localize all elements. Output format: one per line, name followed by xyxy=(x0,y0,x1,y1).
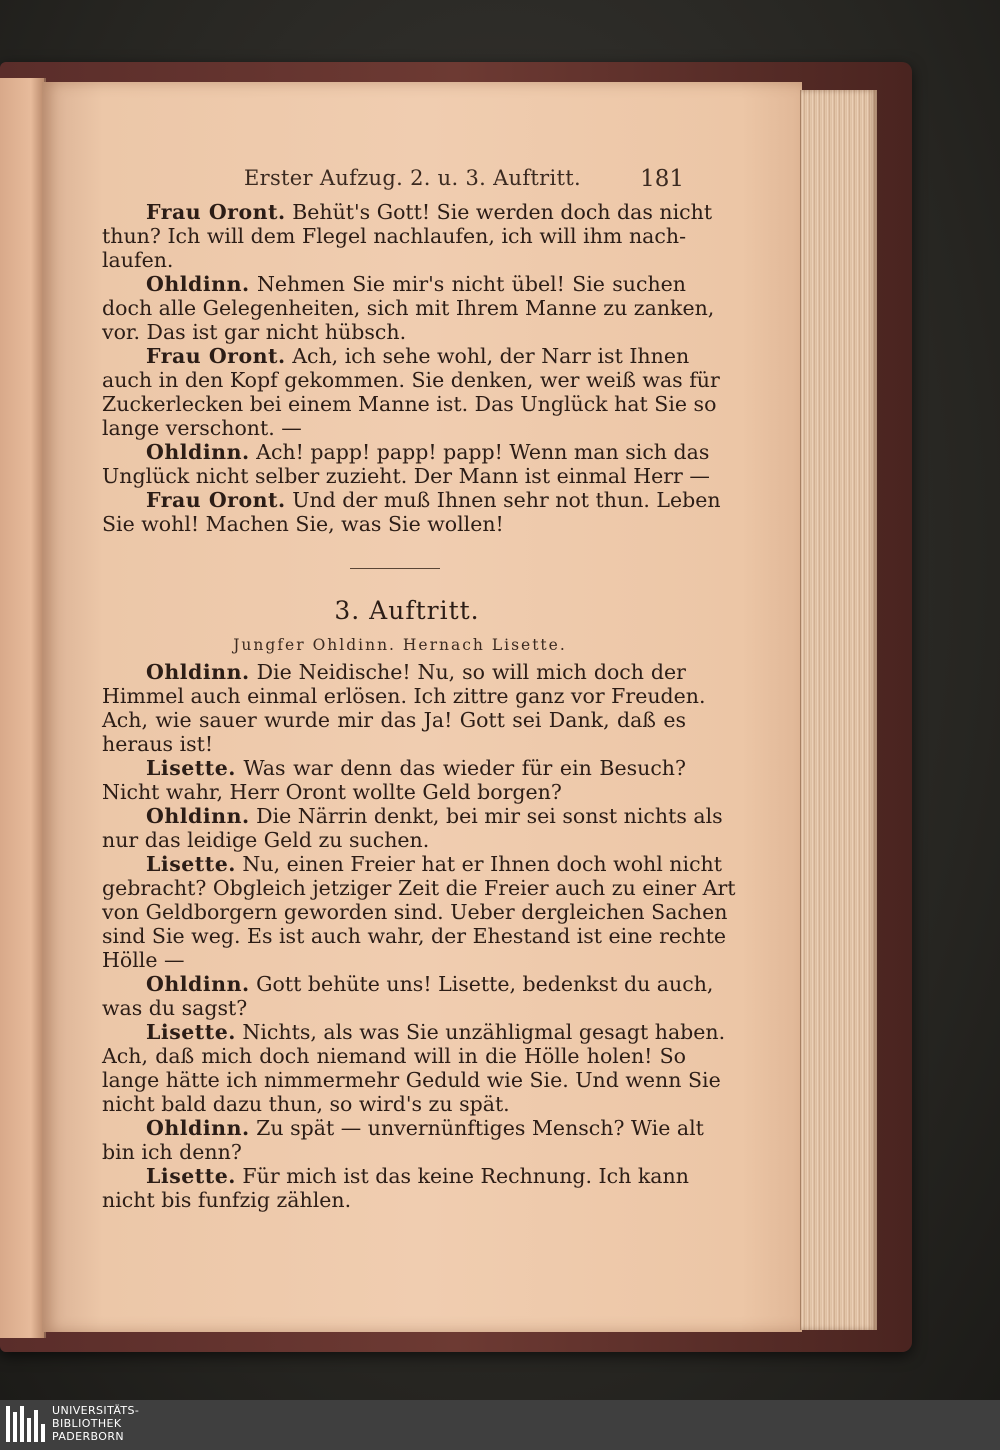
text-line xyxy=(102,248,686,272)
scene-3-text xyxy=(102,660,736,1212)
speaker-name: Frau Oront. xyxy=(146,344,286,368)
scene-3-heading: 3. Auftritt. xyxy=(334,596,480,625)
page-number: 181 xyxy=(640,166,684,192)
scene-divider xyxy=(350,568,440,569)
running-head-title: Erster Aufzug. 2. u. 3. Auftritt. xyxy=(244,166,581,190)
line-text: sind Sie weg. Es ist auch wahr, der Ehestand ist eine rechte xyxy=(102,924,727,948)
library-name-line-3: PADERBORN xyxy=(52,1430,125,1443)
speaker-name: Ohldinn. xyxy=(146,440,250,464)
text-line xyxy=(102,924,727,948)
text-line xyxy=(102,780,686,804)
text-line xyxy=(102,392,717,416)
text-line xyxy=(102,1188,686,1212)
speaker-name: Lisette. xyxy=(146,1020,236,1044)
text-line xyxy=(102,660,686,684)
text-line xyxy=(102,440,710,464)
line-text: lange hätte ich nimmermehr Geduld wie Sie. Und wenn Sie xyxy=(102,1068,721,1092)
text-line xyxy=(102,804,723,828)
text-line xyxy=(102,684,706,708)
line-text: doch alle Gelegenheiten, sich mit Ihrem Manne zu zanken, xyxy=(102,296,715,320)
library-footer xyxy=(0,1400,1000,1450)
line-text: bin ich denn? xyxy=(102,1140,242,1164)
text-line xyxy=(102,488,721,512)
line-text: auch in den Kopf gekommen. Sie denken, wer weiß was für xyxy=(102,368,720,392)
text-line xyxy=(102,1140,686,1164)
line-text: Hölle — xyxy=(102,948,185,972)
line-text: Ach, daß mich doch niemand will in die Hölle holen! So xyxy=(102,1044,686,1068)
page-edges xyxy=(800,90,877,1330)
line-text: Ach, wie sauer wurde mir das Ja! Gott sei Dank, daß es xyxy=(102,708,686,732)
line-text: Was war denn das wieder für ein Besuch? xyxy=(235,756,686,780)
line-text: laufen. xyxy=(102,248,174,272)
line-text: Für mich ist das keine Rechnung. Ich kann xyxy=(235,1164,689,1188)
text-line xyxy=(102,828,686,852)
line-text: Himmel auch einmal erlösen. Ich zittre ganz vor Freuden. xyxy=(102,684,706,708)
line-text: nur das leidige Geld zu suchen. xyxy=(102,828,430,852)
line-text: Nichts, als was Sie unzähligmal gesagt haben. xyxy=(235,1020,726,1044)
speaker-name: Ohldinn. xyxy=(146,972,250,996)
library-name-line-1: UNIVERSITÄTS- xyxy=(52,1404,140,1417)
line-text: heraus ist! xyxy=(102,732,214,756)
line-text: thun? Ich will dem Flegel nachlaufen, ich will ihm nach- xyxy=(102,224,686,248)
library-logo-icon xyxy=(4,1404,48,1446)
text-line xyxy=(102,512,686,536)
text-line xyxy=(102,996,686,1020)
text-line xyxy=(102,320,686,344)
line-text: Zuckerlecken bei einem Manne ist. Das Unglück hat Sie so xyxy=(102,392,717,416)
line-text: vor. Das ist gar nicht hübsch. xyxy=(102,320,407,344)
text-line xyxy=(102,368,720,392)
text-line xyxy=(102,972,714,996)
line-text: Nicht wahr, Herr Oront wollte Geld borgen? xyxy=(102,780,562,804)
speaker-name: Lisette. xyxy=(146,1164,236,1188)
text-line xyxy=(102,1044,686,1068)
text-line xyxy=(102,900,728,924)
speaker-name: Lisette. xyxy=(146,852,236,876)
line-text: Ach, ich sehe wohl, der Narr ist Ihnen xyxy=(285,344,690,368)
text-line xyxy=(102,876,736,900)
line-text: gebracht? Obgleich jetziger Zeit die Freier auch zu einer Art xyxy=(102,876,736,900)
line-text: nicht bis funfzig zählen. xyxy=(102,1188,352,1212)
line-text: nicht bald dazu thun, so wird's zu spät. xyxy=(102,1092,510,1116)
line-text: Behüt's Gott! Sie werden doch das nicht xyxy=(285,200,713,224)
speaker-name: Lisette. xyxy=(146,756,236,780)
text-line xyxy=(102,296,715,320)
text-line xyxy=(102,1068,721,1092)
line-text: Ach! papp! papp! papp! Wenn man sich das xyxy=(249,440,710,464)
line-text: Nu, einen Freier hat er Ihnen doch wohl nicht xyxy=(235,852,722,876)
facing-page-edge xyxy=(0,78,46,1338)
text-line xyxy=(102,224,686,248)
line-text: Unglück nicht selber zuzieht. Der Mann ist einmal Herr — xyxy=(102,464,710,488)
text-line xyxy=(102,1164,689,1188)
line-text: Und der muß Ihnen sehr not thun. Leben xyxy=(285,488,721,512)
text-line xyxy=(102,416,686,440)
line-text: von Geldborgern geworden sind. Ueber dergleichen Sachen xyxy=(102,900,728,924)
line-text: Nehmen Sie mir's nicht übel! Sie suchen xyxy=(249,272,686,296)
text-line xyxy=(102,344,690,368)
library-name-line-2: BIBLIOTHEK xyxy=(52,1417,122,1430)
text-line xyxy=(102,756,686,780)
text-line xyxy=(102,708,686,732)
speaker-name: Ohldinn. xyxy=(146,660,250,684)
text-line xyxy=(102,272,686,296)
line-text: Die Närrin denkt, bei mir sei sonst nichts als xyxy=(249,804,723,828)
text-line xyxy=(102,1020,726,1044)
speaker-name: Ohldinn. xyxy=(146,804,250,828)
text-line xyxy=(102,1116,704,1140)
running-head xyxy=(244,166,684,194)
line-text: Zu spät — unvernünftiges Mensch? Wie alt xyxy=(249,1116,704,1140)
line-text: Sie wohl! Machen Sie, was Sie wollen! xyxy=(102,512,504,536)
library-name xyxy=(52,1404,252,1443)
text-line xyxy=(102,732,686,756)
text-line xyxy=(102,200,713,224)
scene-2-text xyxy=(102,200,721,536)
text-line xyxy=(102,852,722,876)
text-line xyxy=(102,1092,686,1116)
line-text: Die Neidische! Nu, so will mich doch der xyxy=(249,660,686,684)
speaker-name: Ohldinn. xyxy=(146,1116,250,1140)
line-text: lange verschont. — xyxy=(102,416,302,440)
line-text: was du sagst? xyxy=(102,996,248,1020)
text-line xyxy=(102,948,686,972)
text-line xyxy=(102,464,710,488)
scene-3-cast: Jungfer Ohldinn. Hernach Lisette. xyxy=(233,636,567,654)
speaker-name: Frau Oront. xyxy=(146,200,286,224)
line-text: Gott behüte uns! Lisette, bedenkst du auch, xyxy=(249,972,714,996)
speaker-name: Frau Oront. xyxy=(146,488,286,512)
speaker-name: Ohldinn. xyxy=(146,272,250,296)
